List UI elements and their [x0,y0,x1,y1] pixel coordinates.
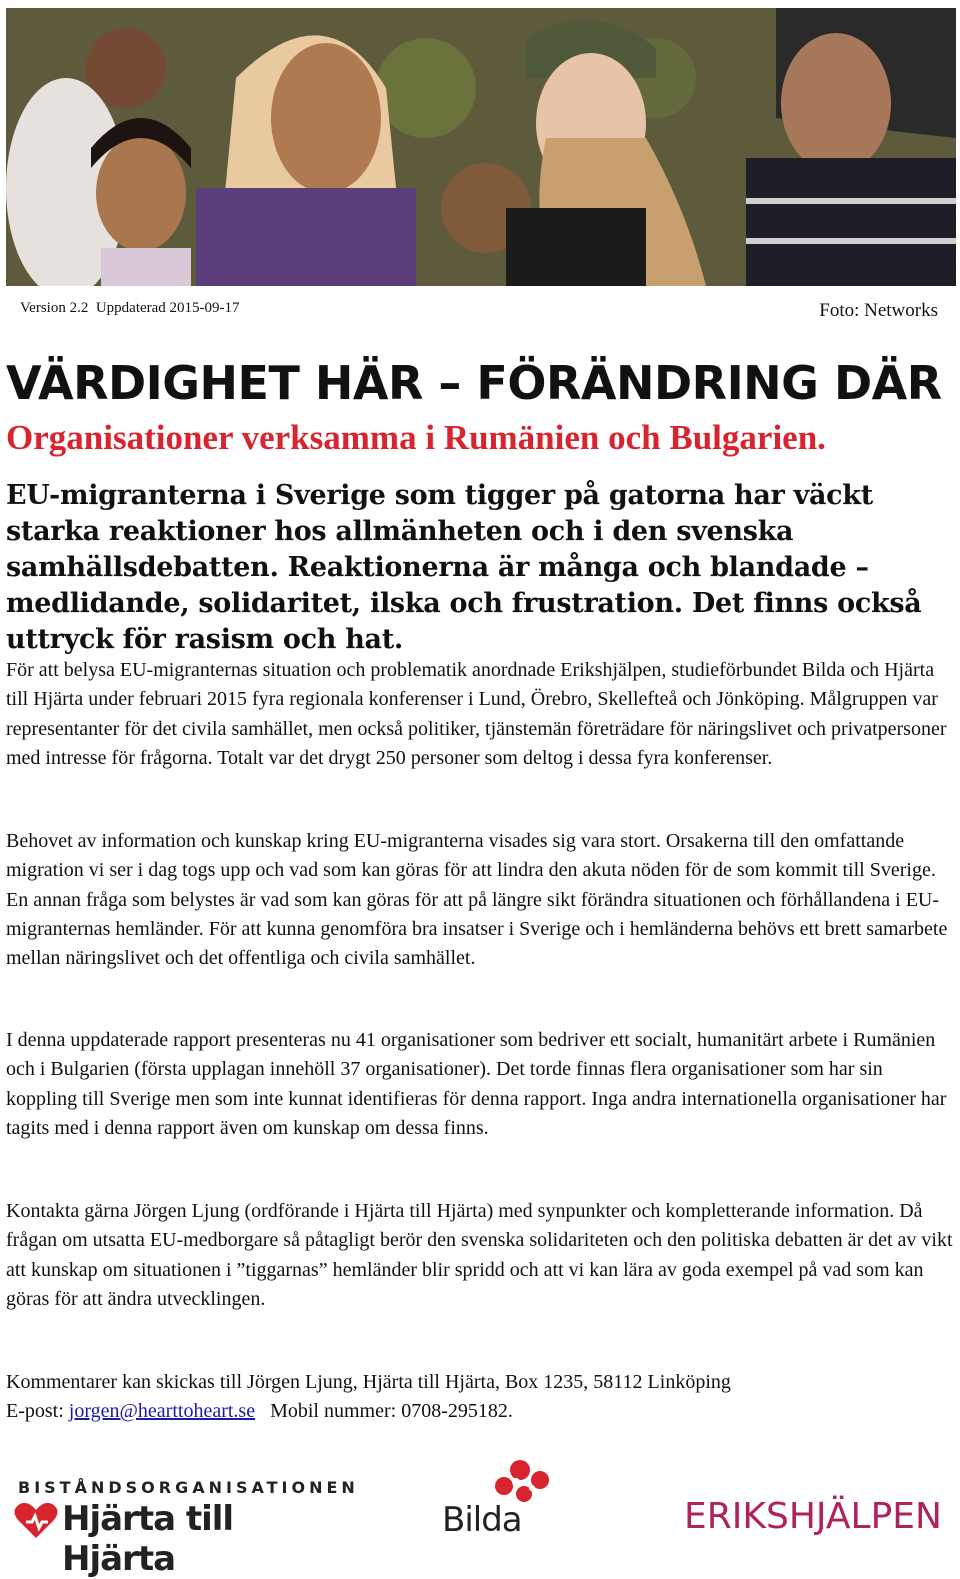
email-link[interactable]: jorgen@hearttoheart.se [68,1400,256,1423]
htth-logo-top: BISTÅNDSORGANISATIONEN [18,1478,359,1497]
hjarta-till-hjarta-logo [14,1478,359,1579]
page-subtitle: Organisationer verksamma i Rumänien och Bulgarien. [6,418,826,457]
contact-address: Kommentarer kan skickas till Jörgen Ljung, Hjärta till Hjärta, Box 1235, 58112 Linköping [6,1371,731,1393]
version-label: Version 2.2 [20,300,89,316]
erikshjalpen-logo: ERIKSHJÄLPEN [684,1496,942,1537]
heart-icon [14,1500,58,1540]
updated-label: Uppdaterad 2015-09-17 [95,300,240,316]
email-label: E-post: [6,1400,69,1423]
version-info [20,300,240,317]
header-photo [6,8,956,286]
phone-label: Mobil nummer: 0708-295182. [255,1400,513,1423]
body-paragraph-2: Behovet av information och kunskap kring EU-migranterna visades sig vara stort. Orsakerna till den omfattande migration vi ser i dag togs upp och vad som kan göras för att lindra den akuta nöden för de som kommit till Sverige. En annan fråga som belystes är vad som kan göras för att på längre sikt förändra situationen och förhållandena i EU-migranternas hemländer. För att kunna genomföra bra insatser i Sverige och i hemländerna behövs ett brett samarbete mellan näringslivet och det offentliga och civila samhället. [6,830,948,970]
contact-block [6,1368,958,1427]
page-title: VÄRDIGHET HÄR – FÖRÄNDRING DÄR [6,356,942,410]
photo-credit: Foto: Networks [819,300,938,321]
body-paragraph-1: För att belysa EU-migranternas situation och problematik anordnade Erikshjälpen, studieförbundet Bilda och Hjärta till Hjärta under februari 2015 fyra regionala konferenser i Lund, Örebro, Skellefteå och Jönköping. Målgruppen var representanter för det civila samhället, men också politiker, tjänstemän företrädare för näringslivet och privatpersoner med intresse för frågorna. Totalt var det drygt 250 personer som deltog i dessa fyra konferenser. [6,659,947,769]
body-paragraph-4: Kontakta gärna Jörgen Ljung (ordförande i Hjärta till Hjärta) med synpunkter och kompletterande information. Då frågan om utsatta EU-medborgare så påtagligt berör den svenska solidariteten och den politiska debatten är det av vikt att kunskap om situationen i ”tiggarnas” hemländer blir spridd och att vi kan lära av goda exempel på vad som kan göras för att ändra utvecklingen. [6,1200,953,1310]
lead-paragraph: EU-migranterna i Sverige som tigger på gatorna har väckt starka reaktioner hos allmänheten och i den svenska samhällsdebatten. Reaktionerna är många och blandade – medlidande, solidaritet, ilska och frustration. Det finns också uttryck för rasism och hat. [6,480,922,655]
bilda-logo [442,1458,572,1542]
htth-logo-bottom: Hjärta till Hjärta [62,1499,234,1579]
bilda-wordmark: Bilda [442,1500,522,1540]
body-paragraph-3: I denna uppdaterade rapport presenteras nu 41 organisationer som bedriver ett socialt, humanitärt arbete i Rumänien och i Bulgarien (första upplagan innehöll 37 organisationer). Det torde finnas flera organisationer som har sin koppling till Sverige men som inte kunnat identifieras för denna rapport. Inga andra internationella organisationer har tagits med i denna rapport även om kunskap om dessa finns. [6,1029,947,1139]
photo-illustration [6,8,956,286]
